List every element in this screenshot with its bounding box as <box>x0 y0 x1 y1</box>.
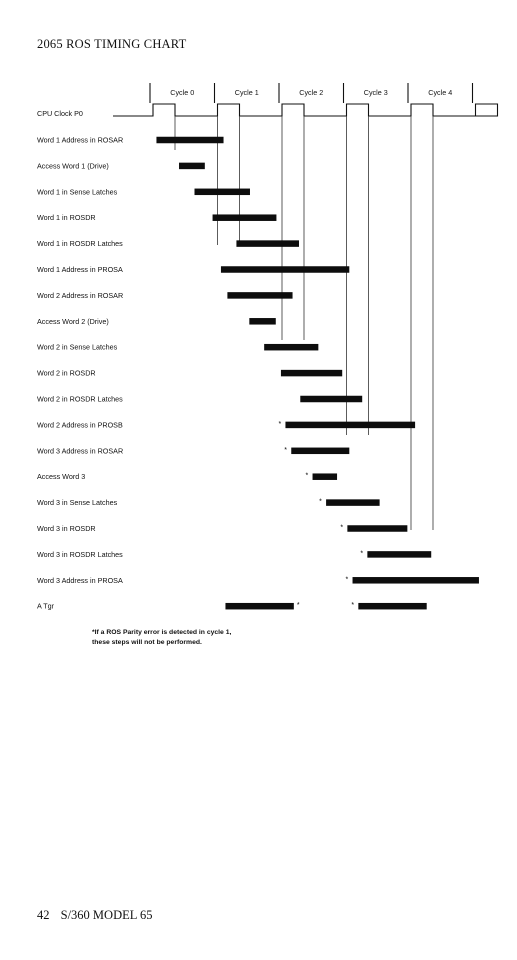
row-label: Access Word 2 (Drive) <box>37 316 109 326</box>
timing-bar <box>313 473 338 480</box>
page-number: 42 <box>37 908 50 922</box>
row-label: Word 3 Address in PROSA <box>37 575 123 585</box>
timing-bar <box>195 189 250 196</box>
footnote <box>92 628 231 648</box>
cycle-label: Cycle 2 <box>299 88 324 97</box>
row-label: Word 1 in ROSDR Latches <box>37 239 123 249</box>
row-label: Word 2 Address in PROSB <box>37 420 123 430</box>
cpu-clock-waveform <box>37 104 498 118</box>
page-footer <box>37 908 153 923</box>
row-label: Word 2 Address in ROSAR <box>37 290 124 300</box>
row-label: Word 1 in ROSDR <box>37 213 96 223</box>
timing-bar <box>326 499 380 506</box>
asterisk-mark: * <box>284 446 287 454</box>
timing-bar <box>221 266 349 273</box>
timing-bar <box>225 603 293 610</box>
timing-bar <box>358 603 426 610</box>
row-label: Word 2 in Sense Latches <box>37 342 118 352</box>
footnote-line-2: these steps will not be performed. <box>92 639 202 646</box>
clock-waveform <box>113 104 498 116</box>
timing-bar <box>236 240 299 247</box>
asterisk-mark: * <box>278 420 282 428</box>
row-label: Word 3 in Sense Latches <box>37 498 118 508</box>
timing-bar <box>179 163 205 170</box>
page-title: 2065 ROS TIMING CHART <box>37 37 187 51</box>
row-label: Word 2 in ROSDR <box>37 368 96 378</box>
row-label: Word 2 in ROSDR Latches <box>37 394 123 404</box>
timing-bar <box>367 551 431 558</box>
row-label: Word 1 in Sense Latches <box>37 187 118 197</box>
cycle-label: Cycle 3 <box>363 88 388 97</box>
cycle-label: Cycle 4 <box>428 88 453 97</box>
timing-bar <box>285 422 415 429</box>
asterisk-mark: * <box>296 602 300 610</box>
clock-label: CPU Clock P0 <box>37 109 83 118</box>
asterisk-mark: * <box>319 498 322 506</box>
asterisk-mark: * <box>351 602 355 610</box>
timing-bar <box>281 370 342 377</box>
cycle-label: Cycle 0 <box>170 88 195 97</box>
publication-title: S/360 MODEL 65 <box>60 908 153 922</box>
footnote-line-1: *If a ROS Parity error is detected in cycle 1, <box>92 629 232 636</box>
cycle-markers <box>150 83 473 103</box>
row-label: Word 3 Address in ROSAR <box>37 446 124 456</box>
row-label: Access Word 3 <box>37 472 86 482</box>
timing-bar <box>264 344 318 351</box>
timing-bar <box>300 396 362 403</box>
timing-bar <box>249 318 275 325</box>
timing-rows <box>37 136 479 611</box>
timing-bar <box>213 214 277 221</box>
timing-guide-lines <box>175 116 433 530</box>
timing-bar <box>156 137 223 144</box>
row-label: Access Word 1 (Drive) <box>37 161 109 171</box>
row-label: Word 1 Address in PROSA <box>37 265 123 274</box>
asterisk-mark: * <box>340 524 344 532</box>
cycle-label: Cycle 1 <box>234 88 259 97</box>
asterisk-mark: * <box>345 576 349 584</box>
row-label: Word 3 in ROSDR <box>37 524 96 533</box>
timing-bar <box>227 292 292 299</box>
timing-bar <box>353 577 479 584</box>
timing-bar <box>347 525 407 532</box>
asterisk-mark: * <box>305 472 309 480</box>
row-label: A Tgr <box>37 601 55 611</box>
row-label: Word 1 Address in ROSAR <box>37 135 124 145</box>
timing-bar <box>291 448 349 455</box>
row-label: Word 3 in ROSDR Latches <box>37 549 123 559</box>
asterisk-mark: * <box>360 550 364 558</box>
